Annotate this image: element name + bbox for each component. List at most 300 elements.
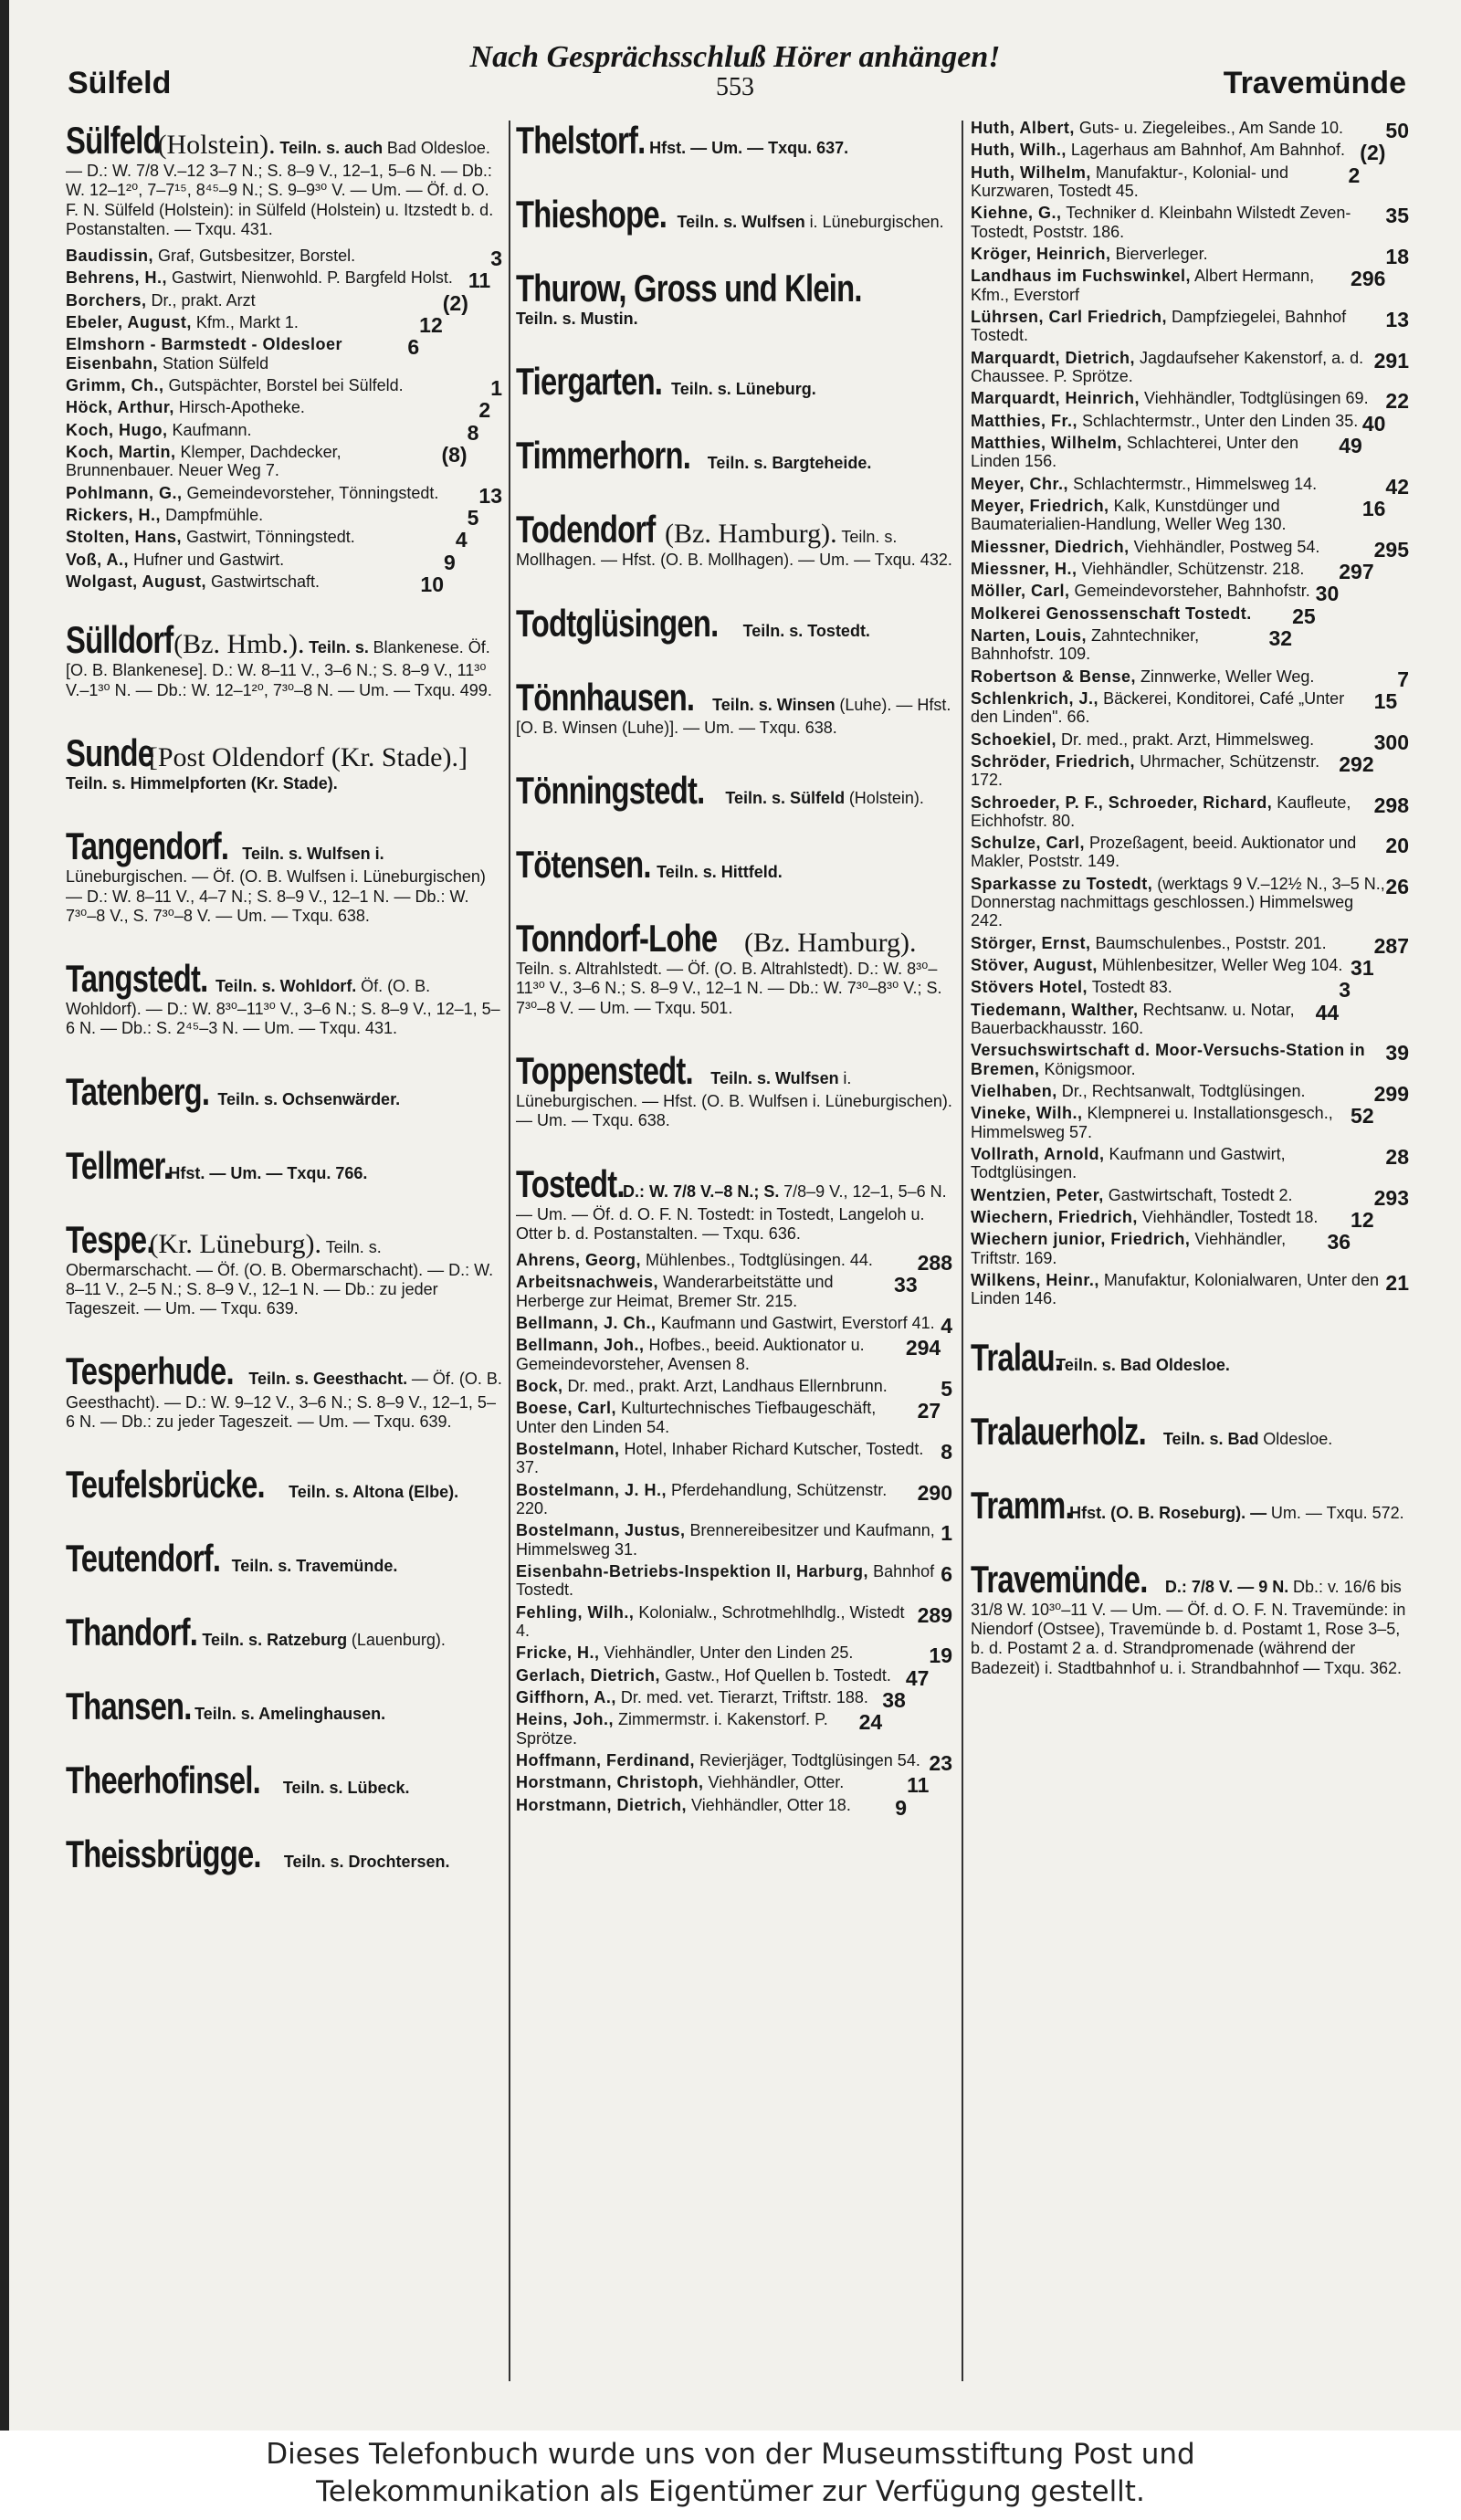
subscriber-name: Vollrath, Arnold, [971, 1145, 1105, 1164]
subscriber-name: Wiechern, Friedrich, [971, 1208, 1138, 1227]
subscriber-number: 290 [917, 1480, 952, 1505]
subscriber-entry [971, 559, 1409, 583]
subscriber-number: 2 [478, 398, 491, 423]
subscriber-name: Vielhaben, [971, 1082, 1057, 1101]
town-name: Teufelsbrücke. [66, 1463, 265, 1507]
footer-line-2: Telekommunikation als Eigentümer zur Verfügung gestellt. [316, 2475, 1145, 2508]
subscriber-detail: Gastwirt, Nienwohld. P. Bargfeld Holst. [167, 268, 453, 288]
subscriber-name: Elmshorn - Barmstedt - Oldesloer Eisenbahn, [66, 335, 343, 373]
town-entry [971, 1410, 1409, 1453]
scan-edge [0, 0, 9, 2431]
subscriber-name: Huth, Wilhelm, [971, 163, 1091, 182]
town-name: Tonndorf-Lohe [516, 917, 718, 961]
subscriber-entry [516, 1773, 952, 1798]
town-entry [516, 676, 952, 738]
subscriber-entry [66, 398, 502, 423]
subscriber-number: 8 [941, 1440, 952, 1465]
subscriber-detail: Jagdaufseher Kakenstorf, a. d. Chaussee. P. Sprötze. [971, 348, 1364, 385]
town-detail: i. Lüneburgischen. — Hfst. (O. B. Wulfsen i. Lüneburgischen). — Um. — Txqu. 638. [516, 1068, 952, 1130]
subscriber-number: (8) [441, 443, 468, 467]
subscriber-entry [971, 793, 1409, 831]
subscriber-entry [971, 752, 1409, 790]
town-entry [66, 1611, 502, 1654]
subscriber-detail: Kalk, Kunstdünger und Baumaterialien-Handlung, Weller Weg 130. [971, 496, 1287, 534]
town-name: Theerhofinsel. [66, 1759, 260, 1802]
subscriber-number: 52 [1351, 1104, 1374, 1129]
town-name: Thansen. [66, 1685, 192, 1728]
subscriber-detail: Kulturtechnisches Tiefbaugeschäft, Unter den Linden 54. [516, 1399, 877, 1436]
town-entry [516, 434, 952, 477]
subscriber-entry [971, 244, 1409, 268]
subscriber-detail: Bahnhof Tostedt. [516, 1561, 935, 1600]
subscriber-number: 292 [1339, 751, 1374, 776]
subscriber-number: 27 [917, 1399, 941, 1423]
subscriber-detail: Viehhändler, Unter den Linden 25. [599, 1643, 854, 1663]
subscriber-number: 38 [882, 1687, 906, 1712]
subscriber-number: 40 [1361, 411, 1386, 436]
town-name: Toppenstedt. [516, 1048, 693, 1092]
town-entry [971, 1558, 1409, 1678]
town-name: Tespe. [66, 1217, 154, 1261]
subscriber-entry [516, 1440, 952, 1477]
town-entry [66, 1832, 502, 1875]
subscriber-detail: Kaufmann. [167, 420, 252, 439]
town-entry [66, 1144, 502, 1187]
subscriber-name: Miessner, Diedrich, [971, 537, 1130, 556]
subscriber-entry [516, 1687, 952, 1712]
subscriber-number: 10 [420, 572, 445, 597]
subscriber-number: 288 [917, 1251, 952, 1276]
subscriber-detail: Dampfmühle. [161, 506, 264, 525]
subscriber-name: Sparkasse zu Tostedt, [971, 874, 1153, 893]
entry-spacer [971, 1312, 1409, 1336]
subscriber-entry [66, 528, 502, 552]
subscriber-number: 293 [1373, 1185, 1409, 1210]
town-info: Teiln. s. Travemünde. [231, 1557, 398, 1576]
entry-spacer [516, 578, 952, 602]
subscriber-number: 7 [1397, 667, 1409, 691]
subscriber-name: Marquardt, Dietrich, [971, 348, 1136, 367]
subscriber-entry [971, 204, 1409, 241]
subscriber-number: 50 [1385, 119, 1409, 142]
subscriber-detail: Mühlenbes., Todtglüsingen. 44. [641, 1251, 873, 1270]
entry-spacer [66, 1326, 502, 1349]
subscriber-number: 291 [1373, 348, 1409, 373]
subscriber-entry [516, 1521, 952, 1559]
entry-spacer [971, 1386, 1409, 1410]
subscriber-number: 3 [490, 247, 502, 271]
entry-spacer [516, 484, 952, 508]
subscriber-detail: Albert Hermann, Kfm., Everstorf [971, 267, 1315, 304]
column-1 [66, 119, 502, 2383]
subscriber-number: 5 [941, 1377, 952, 1402]
subscriber-detail: Station Sülfeld [158, 353, 269, 373]
subscriber-name: Tiedemann, Walther, [971, 1000, 1139, 1019]
subscriber-detail: Gemeindevorsteher, Tönningstedt. [182, 483, 439, 502]
town-info: Teiln. s. Lübeck. [282, 1779, 410, 1798]
subscriber-number: 4 [455, 528, 468, 552]
subscriber-number: 287 [1373, 933, 1409, 958]
subscriber-number: 15 [1373, 688, 1398, 713]
entry-spacer [516, 745, 952, 769]
town-name: Tesperhude. [66, 1349, 234, 1393]
town-entry [516, 1049, 952, 1131]
town-entry [66, 1537, 502, 1580]
entry-spacer [516, 410, 952, 434]
subscriber-entry [66, 376, 502, 401]
town-info: Teiln. s. Amelinghausen. [194, 1705, 386, 1724]
subscriber-number: 20 [1385, 834, 1409, 858]
entry-spacer [66, 1735, 502, 1759]
subscriber-detail: Schlachtermstr., Unter den Linden 35. [1077, 411, 1359, 430]
subscriber-name: Stövers Hotel, [971, 978, 1088, 997]
town-entry [516, 119, 952, 162]
subscriber-entry [971, 689, 1409, 727]
subscriber-name: Störger, Ernst, [971, 933, 1091, 952]
subscriber-name: Fricke, H., [516, 1643, 600, 1663]
subscriber-name: Huth, Wilh., [971, 141, 1067, 160]
subscriber-entry [971, 834, 1409, 871]
subscriber-entry [516, 1795, 952, 1820]
entry-spacer [971, 1534, 1409, 1558]
subscriber-detail: Manufaktur-, Kolonial- und Kurzwaren, Tostedt 45. [971, 163, 1288, 200]
subscriber-entry [516, 1562, 952, 1600]
subscriber-entry [516, 1603, 952, 1641]
town-qualifier: (Kr. Lüneburg). [142, 1228, 322, 1259]
town-name: Teutendorf. [66, 1537, 221, 1580]
subscriber-number: 35 [1385, 204, 1409, 228]
subscriber-entry [516, 1665, 952, 1690]
town-name: Todtglüsingen. [516, 601, 719, 645]
town-info: Hfst. — Um. — Txqu. 766. [168, 1163, 368, 1182]
subscriber-detail: Viehhändler, Otter 18. [687, 1795, 851, 1814]
subscriber-number: 9 [444, 550, 456, 574]
subscriber-detail: Viehhändler, Otter. [703, 1773, 845, 1792]
subscriber-number: 3 [1339, 978, 1351, 1003]
subscriber-number: 42 [1385, 474, 1409, 499]
town-entry [66, 119, 502, 239]
town-entry [66, 1218, 502, 1319]
subscriber-number: 12 [419, 313, 443, 338]
subscriber-detail: Zinnwerke, Weller Weg. [1136, 667, 1315, 686]
town-name: Sunde [66, 730, 154, 774]
subscriber-detail: Hofbes., beeid. Auktionator u. Gemeindevorsteher, Avensen 8. [516, 1336, 865, 1373]
subscriber-number: 289 [917, 1602, 952, 1627]
subscriber-name: Wentzien, Peter, [971, 1185, 1104, 1204]
town-info: Hfst. — Um. — Txqu. 637. [649, 139, 849, 157]
town-entry [66, 824, 502, 926]
subscriber-name: Meyer, Friedrich, [971, 496, 1109, 515]
subscriber-detail: Zimmermstr. i. Kakenstorf. P. Sprötze. [516, 1710, 828, 1748]
subscriber-name: Eisenbahn-Betriebs-Inspektion II, Harburg, [516, 1561, 869, 1580]
town-entry [66, 618, 502, 700]
subscriber-number: 31 [1351, 956, 1374, 981]
subscriber-detail: Viehhändler, Triftstr. 169. [971, 1230, 1287, 1267]
subscriber-entry [971, 978, 1409, 1003]
subscriber-entry [516, 1273, 952, 1310]
subscriber-detail: Viehhändler, Tostedt 18. [1137, 1208, 1319, 1227]
town-qualifier: (Bz. Hamburg). [657, 519, 837, 550]
subscriber-entry [66, 550, 502, 574]
subscriber-number: 19 [929, 1643, 952, 1668]
town-detail: Blankenese. Öf. [O. B. Blankenese]. D.: W. 8–11 V., 3–6 N.; S. 8–9 V., 11³⁰ V.–1³⁰ N. — Db.: W. 12–1²⁰, 7³⁰–8 N. — Um. — Txqu. 499. [66, 638, 492, 699]
entry-spacer [516, 169, 952, 193]
town-info: Teiln. s. Himmelpforten (Kr. Stade). [66, 773, 338, 793]
subscriber-detail: Gastwirt, Tönningstedt. [182, 528, 355, 547]
town-detail: (Luhe). — Hfst. [O. B. Winsen (Luhe)]. — Um. — Txqu. 638. [516, 695, 951, 737]
town-entry [516, 360, 952, 403]
subscriber-entry [971, 1185, 1409, 1210]
subscriber-entry [971, 875, 1409, 930]
subscriber-detail: Dampfziegelei, Bahnhof Tostedt. [971, 307, 1347, 345]
subscriber-entry [971, 537, 1409, 562]
subscriber-name: Horstmann, Dietrich, [516, 1795, 688, 1814]
entry-spacer [66, 1513, 502, 1537]
entry-spacer [66, 1046, 502, 1070]
town-detail: Teiln. s. Obermarschacht. — Öf. (O. B. Obermarschacht). — D.: W. 8–11 V., 2–5 N.; S. 8–9 V., 12–1 N. — Db.: zu jeder Tageszeit. — Um. — Txqu. 639. [66, 1237, 494, 1318]
town-entry [516, 843, 952, 886]
subscriber-detail: Rechtsanw. u. Notar, Bauerbackhausstr. 160. [971, 1000, 1295, 1038]
subscriber-name: Landhaus im Fuchswinkel, [971, 267, 1192, 286]
subscriber-name: Kiehne, G., [971, 204, 1062, 223]
subscriber-number: 11 [907, 1773, 930, 1798]
town-detail: Oldesloe. [1263, 1429, 1333, 1448]
subscriber-number: 49 [1339, 433, 1362, 457]
subscriber-name: Ahrens, Georg, [516, 1251, 642, 1270]
subscriber-name: Bock, [516, 1377, 563, 1396]
entry-spacer [66, 1194, 502, 1218]
subscriber-number: 8 [467, 420, 479, 445]
town-entry [516, 769, 952, 812]
subscriber-number: 6 [407, 335, 420, 360]
subscriber-number: 300 [1373, 730, 1409, 754]
subscriber-detail: Kolonialw., Schrotmehlhdlg., Wistedt 4. [516, 1602, 905, 1640]
town-info: Teiln. s. Wulfsen [710, 1068, 839, 1087]
subscriber-name: Möller, Carl, [971, 582, 1070, 601]
entry-spacer [66, 1809, 502, 1832]
subscriber-entry [971, 267, 1409, 304]
subscriber-number: 44 [1315, 1000, 1340, 1024]
subscriber-number: 298 [1373, 793, 1409, 817]
town-info: D.: 7/8 V. — 9 N. [1164, 1577, 1289, 1596]
subscriber-entry [971, 349, 1409, 386]
subscriber-entry [971, 667, 1409, 691]
subscriber-entry [971, 389, 1409, 414]
subscriber-detail: Mühlenbesitzer, Weller Weg 104. [1097, 956, 1343, 975]
town-info: D.: W. 7/8 V.–8 N.; S. [622, 1181, 780, 1201]
subscriber-entry [971, 497, 1409, 534]
town-entry [516, 917, 952, 1018]
subscriber-entry [516, 1750, 952, 1775]
subscriber-name: Bellmann, J. Ch., [516, 1314, 657, 1333]
subscriber-entry [971, 434, 1409, 471]
subscriber-name: Matthies, Fr., [971, 411, 1078, 430]
subscriber-entry [971, 1145, 1409, 1182]
subscriber-number: 9 [895, 1795, 908, 1820]
page-header [64, 40, 1406, 113]
town-info: Teiln. s. Bad [1162, 1429, 1259, 1448]
entry-spacer [516, 243, 952, 267]
town-info: Teiln. s. Mustin. [516, 310, 638, 329]
subscriber-name: Baudissin, [66, 247, 154, 266]
town-detail: — Öf. (O. B. Geesthacht). — D.: W. 9–12 V., 3–6 N.; S. 8–9 V., 12–1, 5–6 N. — Db.: zu jeder Tageszeit. — Um. — Txqu. 639. [66, 1370, 502, 1431]
subscriber-entry [971, 956, 1409, 981]
subscriber-entry [66, 572, 502, 597]
subscriber-detail: Kaufmann und Gastwirt, Todtglüsingen. [971, 1145, 1286, 1182]
subscriber-name: Huth, Albert, [971, 119, 1075, 137]
subscriber-detail: Guts- u. Ziegeleibes., Am Sande 10. [1074, 119, 1343, 137]
town-info: Teiln. s. Lüneburg. [671, 380, 816, 399]
subscriber-entry [66, 335, 502, 373]
subscriber-number: 13 [478, 483, 502, 508]
town-detail: Db.: v. 16/6 bis 31/8 W. 10³⁰–11 V. — Um. — Öf. d. O. F. N. Travemünde: in Niendorf (Ostsee), Travemünde b. d. Postamt 1, Rose 3–5, b. d. Postamt 2 a. d. Strandpromenade (während der Badezeit) i. Stadtbahnhof u. i. Strandbahnhof — Txqu. 362. [971, 1577, 1406, 1677]
subscriber-detail: Manufaktur, Kolonialwaren, Unter den Linden 146. [971, 1271, 1380, 1308]
header-last-entry: Travemünde [1223, 66, 1406, 100]
subscriber-number: 26 [1385, 874, 1409, 898]
subscriber-name: Horstmann, Christoph, [516, 1773, 704, 1792]
subscriber-entry [971, 119, 1409, 142]
town-entry [66, 957, 502, 1039]
subscriber-name: Hoffmann, Ferdinand, [516, 1750, 695, 1769]
town-qualifier: [Post Oldendorf (Kr. Stade).] [142, 741, 468, 772]
subscriber-detail: Gastwirtschaft, Tostedt 2. [1103, 1185, 1293, 1204]
subscriber-number: 296 [1351, 267, 1386, 291]
entry-spacer [516, 652, 952, 676]
subscriber-name: Bostelmann, [516, 1440, 620, 1459]
subscriber-name: Heins, Joh., [516, 1710, 615, 1729]
town-name: Travemünde. [971, 1557, 1148, 1601]
town-info: Teiln. s. auch [279, 139, 384, 157]
subscriber-name: Miessner, H., [971, 559, 1077, 578]
town-entry [66, 1685, 502, 1727]
entry-spacer [516, 1025, 952, 1049]
town-name: Tatenberg. [66, 1069, 210, 1113]
entry-spacer [516, 893, 952, 917]
entry-spacer [516, 336, 952, 360]
subscriber-detail: Dr. med., prakt. Arzt, Himmelsweg. [1056, 730, 1315, 749]
column-divider [509, 121, 510, 2381]
subscriber-entry [971, 626, 1409, 664]
header-first-entry: Sülfeld [68, 66, 172, 100]
town-entry [516, 1162, 952, 1244]
subscriber-name: Koch, Martin, [66, 443, 176, 462]
subscriber-name: Stolten, Hans, [66, 528, 183, 547]
subscriber-entry [971, 1271, 1409, 1308]
town-info: Teiln. s. Ochsenwärder. [217, 1089, 401, 1108]
subscriber-detail: Dr. med. vet. Tierarzt, Triftstr. 188. [615, 1687, 868, 1706]
town-name: Tellmer. [66, 1143, 172, 1187]
subscriber-entry [971, 1230, 1409, 1267]
town-detail: (Lauenburg). [351, 1631, 446, 1650]
subscriber-name: Lührsen, Carl Friedrich, [971, 307, 1168, 326]
town-name: Tönnhausen. [516, 675, 695, 719]
subscriber-number: 22 [1385, 389, 1409, 414]
town-name: Thelstorf. [516, 119, 646, 162]
subscriber-number: 24 [858, 1710, 883, 1735]
subscriber-entry [971, 308, 1409, 345]
subscriber-detail: Viehhändler, Todtglüsingen 69. [1140, 389, 1369, 408]
subscriber-detail: Bäckerei, Konditorei, Café „Unter den Linden". 66. [971, 688, 1345, 727]
entry-spacer [66, 708, 502, 731]
header-notice: Nach Gesprächsschluß Hörer anhängen! [469, 40, 1001, 74]
subscriber-detail: Königsmoor. [1039, 1059, 1136, 1078]
subscriber-number: 47 [905, 1665, 930, 1690]
town-name: Tötensen. [516, 843, 651, 887]
subscriber-entry [66, 506, 502, 530]
subscriber-entry [516, 1377, 952, 1402]
subscriber-entry [971, 163, 1409, 201]
column-3 [971, 119, 1409, 2383]
subscriber-entry [66, 420, 502, 445]
subscriber-name: Wilkens, Heinr., [971, 1271, 1099, 1290]
entry-spacer [516, 819, 952, 843]
town-info: Teiln. s. Winsen [712, 695, 836, 714]
town-info: Teiln. s. Drochtersen. [283, 1853, 450, 1872]
subscriber-name: Molkerei Genossenschaft Tostedt. [971, 604, 1252, 623]
subscriber-number: 6 [941, 1561, 952, 1586]
subscriber-number: 297 [1339, 559, 1374, 583]
subscriber-detail: Uhrmacher, Schützenstr. 172. [971, 751, 1320, 790]
column-divider [962, 121, 963, 2381]
subscriber-name: Narten, Louis, [971, 625, 1088, 645]
subscriber-name: Pohlmann, G., [66, 483, 183, 502]
subscriber-name: Bostelmann, Justus, [516, 1521, 686, 1540]
subscriber-number: 1 [490, 376, 502, 401]
town-info: Teiln. s. Wulfsen i. [242, 845, 384, 864]
town-name: Tiergarten. [516, 360, 663, 404]
subscriber-name: Robertson & Bense, [971, 667, 1137, 686]
subscriber-number: 16 [1361, 496, 1386, 520]
town-entry [516, 602, 952, 645]
subscriber-number: 30 [1315, 582, 1340, 606]
entry-spacer [66, 933, 502, 957]
town-name: Tangstedt. [66, 957, 208, 1001]
subscriber-entry [971, 933, 1409, 958]
page-number: 553 [716, 73, 754, 101]
subscriber-entry [971, 1041, 1409, 1078]
town-name: Thandorf. [66, 1611, 198, 1654]
subscriber-number: 21 [1385, 1271, 1409, 1296]
subscriber-entry [971, 604, 1409, 628]
subscriber-name: Grimm, Ch., [66, 376, 164, 395]
town-name: Thieshope. [516, 193, 667, 236]
town-info: Teiln. s. Bargteheide. [707, 454, 872, 473]
subscriber-name: Fehling, Wilh., [516, 1602, 635, 1622]
subscriber-number: 23 [929, 1750, 952, 1775]
town-detail: Bad Oldesloe. — D.: W. 7/8 V.–12 3–7 N.; S. 8–9 V., 12–1, 5–6 N. — Db.: W. 12–1²⁰, 7–7¹⁵, 8⁴⁵–9 N.; S. 9–9³⁰ V. — Um. — Öf. d. O. F. N. Sülfeld (Holstein): in Sülfeld (Holstein) u. Itzstedt b. d. Postanstalten. — Txqu. 431. [66, 139, 494, 238]
entry-spacer [66, 594, 502, 618]
subscriber-name: Wiechern junior, Friedrich, [971, 1230, 1191, 1249]
town-qualifier: (Holstein). [151, 130, 276, 160]
subscriber-name: Boese, Carl, [516, 1399, 617, 1418]
entry-spacer [66, 1587, 502, 1611]
town-name: Todendorf [516, 508, 656, 551]
town-info: Teiln. s. Altona (Elbe). [289, 1483, 459, 1502]
subscriber-number: 32 [1268, 625, 1293, 650]
town-name: Thurow, Gross und Klein. [516, 267, 862, 310]
town-name: Sülfeld [66, 119, 161, 162]
subscriber-number: 12 [1351, 1208, 1374, 1233]
town-info: Teiln. s. Wohldorf. [215, 977, 357, 996]
town-info: Teiln. s. [309, 638, 369, 657]
entry-spacer [516, 1139, 952, 1162]
subscriber-detail: Kaufmann und Gastwirt, Everstorf 41. [656, 1314, 935, 1333]
subscriber-name: Schroeder, P. F., Schroeder, Richard, [971, 793, 1273, 812]
subscriber-detail: Gastw., Hof Quellen b. Tostedt. [660, 1665, 891, 1685]
town-detail: Um. — Txqu. 572. [1270, 1503, 1404, 1522]
subscriber-name: Meyer, Chr., [971, 474, 1069, 493]
town-name: Tostedt. [516, 1161, 625, 1205]
